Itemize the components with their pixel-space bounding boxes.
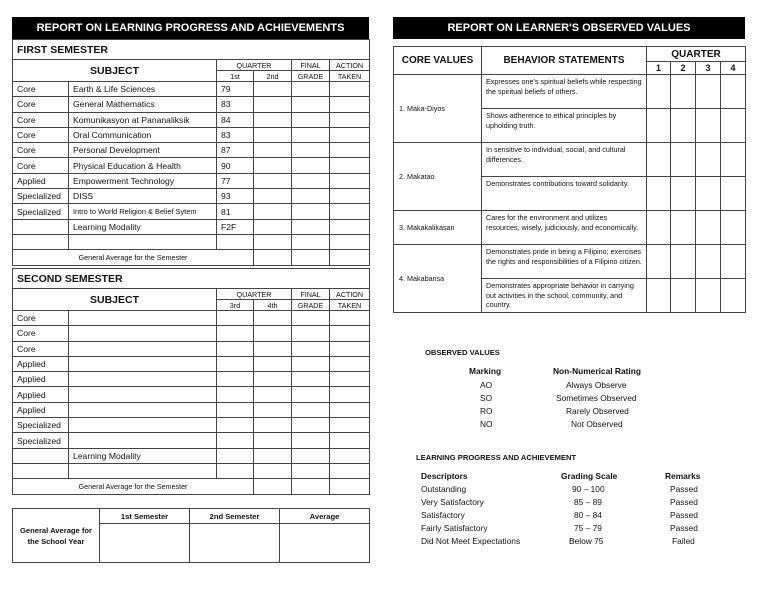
grade-cell xyxy=(217,356,254,371)
subject-name xyxy=(69,463,217,478)
quarter-grade: 83 xyxy=(217,97,254,112)
right-panel-title: REPORT ON LEARNER'S OBSERVED VALUES xyxy=(393,17,745,39)
quarter-1-header: 1 xyxy=(647,62,671,75)
first-semester-title: FIRST SEMESTER xyxy=(13,40,370,60)
core-value-makakalikasan: 3. Makakalikasan xyxy=(394,211,482,245)
rating-cell xyxy=(671,279,696,313)
marking-rating: Not Observed xyxy=(571,419,623,429)
final-grade-cell xyxy=(292,372,330,387)
subject-header: SUBJECT xyxy=(13,60,217,82)
subject-header: SUBJECT xyxy=(13,289,217,311)
grade-cell xyxy=(254,372,292,387)
marking-rating: Always Observe xyxy=(566,380,627,390)
quarter-3rd-header: 3rd xyxy=(217,300,254,311)
descriptor: Did Not Meet Expectations xyxy=(421,536,521,546)
observed-values-table xyxy=(393,46,746,313)
subject-type: Core xyxy=(13,97,69,112)
grade-cell xyxy=(254,326,292,341)
final-grade-cell xyxy=(292,402,330,417)
left-panel-title: REPORT ON LEARNING PROGRESS AND ACHIEVEMENTS xyxy=(12,17,369,39)
final-grade-cell xyxy=(292,219,330,234)
action-cell xyxy=(330,341,370,356)
year-average-cell xyxy=(280,524,370,563)
rating-cell xyxy=(647,75,671,109)
subject-name: Learning Modality xyxy=(69,448,217,463)
action-cell xyxy=(330,326,370,341)
subject-name: DISS xyxy=(69,189,217,204)
behavior-statement: Expresses one's spiritual beliefs while respecting the spiritual beliefs of others. xyxy=(482,75,647,109)
first-semester-average-cell xyxy=(100,524,190,563)
table-row xyxy=(13,234,370,249)
descriptors-header: Descriptors xyxy=(421,471,468,481)
table-row xyxy=(13,433,370,448)
subject-type: Core xyxy=(13,143,69,158)
rating-cell xyxy=(671,211,696,245)
table-row xyxy=(13,418,370,433)
action-cell xyxy=(330,189,370,204)
behavior-statement: Demonstrates pride in being a Filipino; exercises the rights and responsibilities of a Filipino citizen. xyxy=(482,245,647,279)
table-row xyxy=(13,143,370,158)
grade-cell xyxy=(254,204,292,219)
rating-cell xyxy=(721,109,746,143)
remarks-header: Remarks xyxy=(665,471,701,481)
subject-name xyxy=(69,311,217,326)
final-grade-cell xyxy=(292,387,330,402)
grade-cell xyxy=(254,189,292,204)
grading-scale: 75 – 79 xyxy=(574,523,602,533)
subject-name: General Mathematics xyxy=(69,97,217,112)
action-cell xyxy=(330,234,370,249)
grade-cell xyxy=(254,158,292,173)
final-grade-header-1: FINAL xyxy=(292,60,330,71)
grading-scale: 85 – 89 xyxy=(574,497,602,507)
final-grade-cell xyxy=(292,250,330,265)
subject-type xyxy=(13,234,69,249)
grade-cell xyxy=(254,173,292,188)
subject-type: Applied xyxy=(13,402,69,417)
grade-cell xyxy=(254,219,292,234)
rating-cell xyxy=(647,109,671,143)
table-row xyxy=(13,204,370,219)
rating-cell xyxy=(671,177,696,211)
rating-cell xyxy=(721,177,746,211)
quarter-header: QUARTER xyxy=(647,47,746,62)
quarter-2-header: 2 xyxy=(671,62,696,75)
subject-type: Applied xyxy=(13,372,69,387)
table-row xyxy=(13,173,370,188)
action-cell xyxy=(330,372,370,387)
quarter-2nd-header: 2nd xyxy=(254,71,292,82)
grade-cell xyxy=(254,112,292,127)
grade-cell xyxy=(254,234,292,249)
table-row xyxy=(13,372,370,387)
subject-name: Learning Modality xyxy=(69,219,217,234)
second-semester-column: 2nd Semester xyxy=(190,509,280,524)
action-cell xyxy=(330,143,370,158)
final-grade-cell xyxy=(292,82,330,97)
school-year-average-label: General Average for the School Year xyxy=(13,509,100,563)
marking-rating: Sometimes Observed xyxy=(556,393,637,403)
grade-cell xyxy=(254,387,292,402)
grade-cell xyxy=(217,341,254,356)
action-cell xyxy=(330,418,370,433)
subject-type: Specialized xyxy=(13,433,69,448)
final-grade-cell xyxy=(292,479,330,494)
rating-cell xyxy=(647,211,671,245)
grade-cell xyxy=(217,418,254,433)
quarter-grade: 83 xyxy=(217,127,254,142)
final-grade-cell xyxy=(292,204,330,219)
rating-cell xyxy=(721,75,746,109)
subject-name xyxy=(69,387,217,402)
grade-cell xyxy=(254,356,292,371)
subject-type: Core xyxy=(13,341,69,356)
quarter-header: QUARTER xyxy=(217,289,292,300)
final-grade-cell xyxy=(292,326,330,341)
grade-cell xyxy=(217,402,254,417)
descriptor: Fairly Satisfactory xyxy=(421,523,488,533)
final-grade-cell xyxy=(292,97,330,112)
subject-name: Intro to World Religion & Belief Sytem xyxy=(69,204,217,219)
grading-scale-header: Grading Scale xyxy=(561,471,618,481)
final-grade-cell xyxy=(292,341,330,356)
behavior-statement: Demonstrates contributions toward solidarity. xyxy=(482,177,647,211)
action-cell xyxy=(330,250,370,265)
subject-type: Applied xyxy=(13,173,69,188)
second-semester-table xyxy=(12,268,370,495)
action-cell xyxy=(330,158,370,173)
descriptor: Satisfactory xyxy=(421,510,465,520)
subject-type: Core xyxy=(13,158,69,173)
subject-type: Core xyxy=(13,112,69,127)
table-row xyxy=(13,158,370,173)
rating-cell xyxy=(647,279,671,313)
action-cell xyxy=(330,127,370,142)
average-column: Average xyxy=(280,509,370,524)
action-cell xyxy=(330,204,370,219)
quarter-grade: 81 xyxy=(217,204,254,219)
subject-type: Applied xyxy=(13,387,69,402)
final-grade-header-1: FINAL xyxy=(292,289,330,300)
subject-type: Specialized xyxy=(13,204,69,219)
marking-code: SO xyxy=(480,393,493,403)
table-row xyxy=(13,402,370,417)
rating-cell xyxy=(647,143,671,177)
remark: Failed xyxy=(672,536,695,546)
marking-code: AO xyxy=(480,380,493,390)
general-average-semester-label: General Average for the Semester xyxy=(13,250,254,265)
grade-cell xyxy=(254,479,292,494)
core-value-makatao: 2. Makatao xyxy=(394,143,482,211)
grade-cell xyxy=(254,463,292,478)
rating-cell xyxy=(721,279,746,313)
remark: Passed xyxy=(670,484,698,494)
grade-cell xyxy=(254,143,292,158)
final-grade-cell xyxy=(292,173,330,188)
grade-cell xyxy=(254,250,292,265)
subject-name: Komunikasyon at Pananaliksik xyxy=(69,112,217,127)
quarter-grade: F2F xyxy=(217,219,254,234)
remark: Passed xyxy=(670,510,698,520)
subject-type: Applied xyxy=(13,356,69,371)
subject-name xyxy=(69,234,217,249)
rating-cell xyxy=(671,109,696,143)
subject-name: Oral Communication xyxy=(69,127,217,142)
action-cell xyxy=(330,97,370,112)
action-cell xyxy=(330,463,370,478)
descriptor: Outstanding xyxy=(421,484,467,494)
table-row xyxy=(13,463,370,478)
quarter-grade: 90 xyxy=(217,158,254,173)
action-cell xyxy=(330,387,370,402)
action-cell xyxy=(330,311,370,326)
subject-name xyxy=(69,402,217,417)
table-row xyxy=(13,341,370,356)
subject-name xyxy=(69,356,217,371)
grade-cell xyxy=(217,387,254,402)
subject-type xyxy=(13,219,69,234)
final-grade-cell xyxy=(292,311,330,326)
rating-cell xyxy=(647,245,671,279)
table-row xyxy=(13,326,370,341)
remark: Passed xyxy=(670,523,698,533)
action-taken-header-2: TAKEN xyxy=(330,71,370,82)
behavior-statement: Cares for the environment and utilizes resources, wisely, judiciously, and economically. xyxy=(482,211,647,245)
action-cell xyxy=(330,479,370,494)
subject-name xyxy=(69,418,217,433)
grade-cell xyxy=(217,433,254,448)
grade-cell xyxy=(217,326,254,341)
table-row xyxy=(13,127,370,142)
subject-name xyxy=(69,372,217,387)
first-semester-table xyxy=(12,39,370,266)
subject-name: Personal Development xyxy=(69,143,217,158)
rating-cell xyxy=(671,75,696,109)
rating-cell xyxy=(721,245,746,279)
observed-values-title: OBSERVED VALUES xyxy=(425,348,500,357)
rating-cell xyxy=(696,245,721,279)
final-grade-header-2: GRADE xyxy=(292,71,330,82)
action-taken-header-1: ACTION xyxy=(330,289,370,300)
rating-header: Non-Numerical Rating xyxy=(553,366,641,376)
quarter-grade: 84 xyxy=(217,112,254,127)
behavior-statements-header: BEHAVIOR STATEMENTS xyxy=(482,47,647,75)
rating-cell xyxy=(696,109,721,143)
quarter-1st-header: 1st xyxy=(217,71,254,82)
action-cell xyxy=(330,82,370,97)
table-row xyxy=(13,356,370,371)
subject-type xyxy=(13,463,69,478)
action-cell xyxy=(330,448,370,463)
table-row xyxy=(13,112,370,127)
quarter-grade: 79 xyxy=(217,82,254,97)
behavior-statement: Demonstrates appropriate behavior in carrying out activities in the school, community, and country. xyxy=(482,279,647,313)
behavior-statement: In sensitive to individual, social, and cultural differences. xyxy=(482,143,647,177)
subject-name: Physical Education & Health xyxy=(69,158,217,173)
subject-type: Core xyxy=(13,326,69,341)
action-taken-header-1: ACTION xyxy=(330,60,370,71)
grade-cell xyxy=(254,341,292,356)
core-value-maka-diyos: 1. Maka-Diyos xyxy=(394,75,482,143)
final-grade-cell xyxy=(292,158,330,173)
subject-type xyxy=(13,448,69,463)
subject-name xyxy=(69,326,217,341)
subject-type: Core xyxy=(13,311,69,326)
descriptor: Very Satisfactory xyxy=(421,497,484,507)
final-grade-cell xyxy=(292,356,330,371)
marking-rating: Rarely Observed xyxy=(566,406,629,416)
grade-cell xyxy=(217,372,254,387)
rating-cell xyxy=(721,211,746,245)
school-year-average-table xyxy=(12,508,370,563)
quarter-grade: 77 xyxy=(217,173,254,188)
remark: Passed xyxy=(670,497,698,507)
table-row xyxy=(13,189,370,204)
quarter-4th-header: 4th xyxy=(254,300,292,311)
quarter-3-header: 3 xyxy=(696,62,721,75)
grading-scale: 80 – 84 xyxy=(574,510,602,520)
action-taken-header-2: TAKEN xyxy=(330,300,370,311)
second-semester-average-cell xyxy=(190,524,280,563)
quarter-grade xyxy=(217,234,254,249)
action-cell xyxy=(330,112,370,127)
grade-cell xyxy=(217,448,254,463)
rating-cell xyxy=(721,143,746,177)
grade-cell xyxy=(217,311,254,326)
final-grade-cell xyxy=(292,433,330,448)
table-row xyxy=(13,387,370,402)
subject-name xyxy=(69,341,217,356)
rating-cell xyxy=(671,245,696,279)
action-cell xyxy=(330,402,370,417)
subject-type: Specialized xyxy=(13,418,69,433)
subject-name xyxy=(69,433,217,448)
grade-cell xyxy=(254,402,292,417)
grading-scale: 90 – 100 xyxy=(572,484,605,494)
general-average-semester-label: General Average for the Semester xyxy=(13,479,254,494)
table-row xyxy=(13,219,370,234)
quarter-header: QUARTER xyxy=(217,60,292,71)
rating-cell xyxy=(696,75,721,109)
final-grade-cell xyxy=(292,234,330,249)
action-cell xyxy=(330,356,370,371)
quarter-4-header: 4 xyxy=(721,62,746,75)
first-semester-column: 1st Semester xyxy=(100,509,190,524)
table-row xyxy=(13,311,370,326)
grade-cell xyxy=(254,127,292,142)
table-row xyxy=(13,82,370,97)
rating-cell xyxy=(696,177,721,211)
subject-type: Core xyxy=(13,127,69,142)
grade-cell xyxy=(254,433,292,448)
core-values-header: CORE VALUES xyxy=(394,47,482,75)
grade-cell xyxy=(254,448,292,463)
grading-scale: Below 75 xyxy=(569,536,604,546)
subject-type: Core xyxy=(13,82,69,97)
quarter-grade: 87 xyxy=(217,143,254,158)
grade-cell xyxy=(254,97,292,112)
final-grade-cell xyxy=(292,418,330,433)
marking-header: Marking xyxy=(469,366,502,376)
action-cell xyxy=(330,433,370,448)
subject-name: Earth & Life Sciences xyxy=(69,82,217,97)
action-cell xyxy=(330,173,370,188)
subject-name: Empowerment Technology xyxy=(69,173,217,188)
subject-type: Specialized xyxy=(13,189,69,204)
behavior-statement: Shows adherence to ethical principles by upholding truth. xyxy=(482,109,647,143)
learning-progress-title: LEARNING PROGRESS AND ACHIEVEMENT xyxy=(416,453,577,462)
quarter-grade: 93 xyxy=(217,189,254,204)
grade-cell xyxy=(217,463,254,478)
final-grade-cell xyxy=(292,112,330,127)
action-cell xyxy=(330,219,370,234)
rating-cell xyxy=(696,279,721,313)
table-row xyxy=(13,448,370,463)
grade-cell xyxy=(254,418,292,433)
table-row xyxy=(13,97,370,112)
rating-cell xyxy=(696,143,721,177)
second-semester-title: SECOND SEMESTER xyxy=(13,269,370,289)
final-grade-cell xyxy=(292,189,330,204)
grade-cell xyxy=(254,82,292,97)
final-grade-cell xyxy=(292,127,330,142)
final-grade-cell xyxy=(292,448,330,463)
final-grade-cell xyxy=(292,463,330,478)
marking-code: NO xyxy=(480,419,493,429)
final-grade-cell xyxy=(292,143,330,158)
core-value-makabansa: 4. Makabansa xyxy=(394,245,482,313)
final-grade-header-2: GRADE xyxy=(292,300,330,311)
rating-cell xyxy=(647,177,671,211)
rating-cell xyxy=(696,211,721,245)
rating-cell xyxy=(671,143,696,177)
marking-code: RO xyxy=(480,406,493,416)
grade-cell xyxy=(254,311,292,326)
